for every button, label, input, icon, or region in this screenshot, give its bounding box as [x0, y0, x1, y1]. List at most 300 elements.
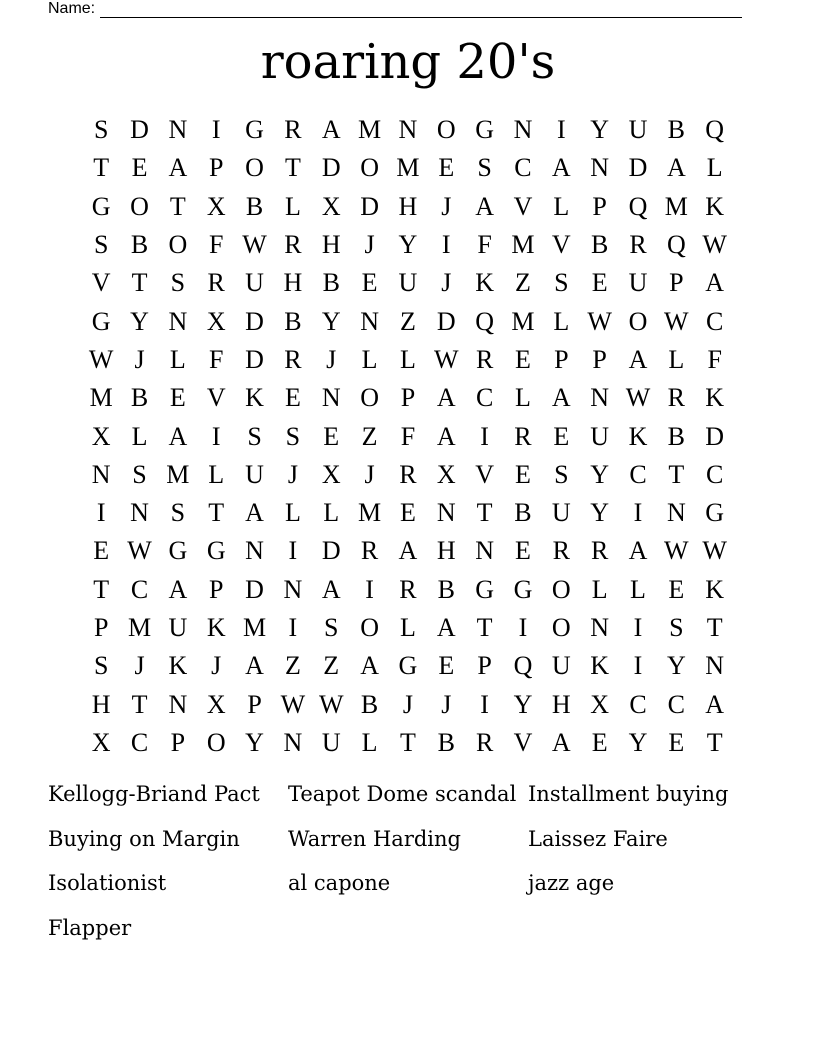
grid-letter: W: [702, 536, 727, 566]
grid-letter: Y: [590, 498, 610, 528]
grid-letter: Y: [513, 689, 533, 719]
grid-letter: I: [288, 536, 298, 566]
grid-letter: M: [664, 191, 688, 221]
grid-letter: S: [669, 613, 684, 642]
grid-letter: A: [551, 153, 571, 183]
grid-letter: N: [360, 306, 379, 336]
grid-letter: J: [441, 191, 452, 221]
grid-letter: N: [245, 536, 264, 566]
grid-letter: P: [592, 344, 607, 374]
grid-letter: U: [628, 268, 648, 298]
grid-letter: O: [551, 613, 571, 642]
grid-letter: M: [127, 613, 152, 642]
grid-letter: D: [245, 344, 264, 374]
grid-letter: C: [475, 383, 494, 413]
grid-letter: V: [91, 268, 111, 298]
grid-letter: I: [556, 115, 566, 145]
grid-letter: S: [554, 268, 569, 298]
grid-letter: L: [208, 459, 225, 489]
grid-row: [82, 341, 734, 379]
grid-letter: T: [284, 153, 301, 183]
grid-letter: B: [437, 574, 455, 604]
grid-letter: T: [131, 689, 148, 719]
grid-letter: P: [400, 383, 416, 413]
grid-letter: H: [436, 536, 456, 566]
grid-letter: E: [591, 727, 608, 757]
grid-letter: C: [706, 459, 724, 489]
grid-letter: O: [360, 383, 379, 413]
grid-letter: R: [360, 536, 379, 566]
grid-letter: A: [436, 421, 456, 451]
grid-letter: N: [590, 613, 610, 642]
grid-letter: R: [475, 727, 494, 757]
grid-letter: Y: [398, 230, 418, 260]
grid-letter: B: [667, 421, 685, 451]
grid-letter: O: [206, 727, 226, 757]
grid-letter: I: [518, 613, 528, 642]
grid-letter: C: [130, 574, 149, 604]
grid-letter: L: [515, 383, 531, 413]
grid-letter: E: [323, 421, 340, 451]
grid-letter: W: [318, 689, 344, 719]
grid-letter: R: [475, 344, 494, 374]
grid-letter: D: [360, 191, 379, 221]
grid-letter: O: [360, 613, 379, 642]
grid-letter: C: [667, 689, 685, 719]
grid-letter: O: [168, 230, 188, 260]
grid-letter: Q: [513, 651, 533, 681]
grid-letter: R: [514, 421, 532, 451]
grid-letter: K: [168, 651, 188, 681]
word-item: Buying on Margin: [48, 826, 240, 851]
grid-letter: U: [628, 115, 648, 145]
grid-letter: S: [132, 459, 147, 489]
grid-letter: G: [168, 536, 188, 566]
grid-letter: G: [91, 306, 111, 336]
grid-letter: Q: [666, 230, 686, 260]
grid-letter: B: [245, 191, 264, 221]
grid-letter: T: [399, 727, 416, 757]
grid-letter: G: [475, 574, 494, 604]
grid-letter: S: [93, 115, 109, 145]
letter-grid: [82, 111, 734, 762]
grid-letter: J: [134, 344, 145, 374]
grid-letter: S: [93, 651, 109, 681]
word-item: Kellogg-Briand Pact: [48, 782, 260, 806]
grid-letter: L: [131, 421, 148, 451]
grid-letter: R: [284, 344, 302, 374]
grid-letter: E: [399, 498, 416, 528]
grid-letter: L: [706, 153, 723, 183]
grid-letter: Y: [590, 459, 610, 489]
grid-letter: P: [554, 344, 569, 374]
word-item: al capone: [288, 871, 391, 896]
grid-letter: S: [285, 421, 301, 451]
word-item: Installment buying: [528, 782, 729, 806]
grid-letter: O: [436, 115, 456, 145]
grid-letter: S: [554, 459, 569, 489]
grid-letter: E: [361, 268, 378, 298]
grid-letter: A: [551, 727, 571, 757]
grid-letter: U: [245, 459, 264, 489]
grid-letter: V: [475, 459, 494, 489]
grid-letter: Z: [284, 651, 301, 681]
grid-letter: W: [664, 536, 689, 566]
grid-letter: N: [168, 115, 188, 145]
grid-letter: O: [130, 191, 149, 221]
grid-letter: P: [93, 613, 109, 642]
grid-letter: W: [702, 230, 727, 260]
grid-letter: B: [130, 383, 149, 413]
grid-letter: Q: [475, 306, 494, 336]
grid-letter: L: [553, 191, 570, 221]
grid-letter: R: [284, 230, 302, 260]
grid-letter: R: [284, 115, 302, 145]
grid-letter: E: [515, 459, 531, 489]
word-list: [48, 776, 768, 955]
grid-letter: G: [206, 536, 226, 566]
grid-letter: P: [477, 651, 492, 681]
word-item: Teapot Dome scandal: [288, 782, 517, 806]
grid-letter: M: [89, 383, 113, 413]
grid-letter: A: [628, 536, 648, 566]
grid-row: [82, 149, 734, 187]
grid-letter: L: [591, 574, 608, 604]
grid-letter: D: [436, 306, 456, 336]
grid-letter: R: [399, 459, 417, 489]
grid-letter: Y: [590, 115, 610, 145]
grid-letter: F: [477, 230, 492, 260]
grid-letter: M: [358, 498, 382, 528]
grid-letter: I: [633, 498, 643, 528]
grid-letter: D: [321, 153, 341, 183]
grid-letter: E: [515, 536, 531, 566]
grid-letter: O: [360, 153, 379, 183]
grid-letter: N: [283, 727, 303, 757]
name-label: Name:: [48, 0, 96, 17]
grid-letter: X: [321, 459, 341, 489]
grid-letter: D: [130, 115, 149, 145]
grid-letter: N: [436, 498, 456, 528]
grid-letter: M: [358, 115, 382, 145]
word-item: Warren Harding: [288, 826, 461, 851]
grid-row: [82, 685, 734, 723]
grid-letter: W: [280, 689, 306, 719]
grid-letter: E: [438, 651, 455, 681]
grid-letter: E: [668, 727, 685, 757]
grid-letter: A: [168, 574, 188, 604]
word-item: Flapper: [48, 916, 132, 941]
grid-letter: X: [590, 689, 610, 719]
grid-row: [82, 532, 734, 570]
grid-letter: E: [668, 574, 685, 604]
grid-row: [82, 571, 734, 609]
grid-letter: E: [553, 421, 570, 451]
name-field: [48, 0, 742, 18]
grid-letter: Y: [130, 306, 149, 336]
grid-row: [82, 456, 734, 494]
grid-letter: G: [91, 191, 111, 221]
grid-letter: U: [551, 498, 571, 528]
grid-letter: I: [480, 689, 489, 719]
grid-letter: D: [705, 421, 725, 451]
grid-letter: A: [551, 383, 571, 413]
grid-letter: X: [91, 727, 111, 757]
grid-letter: S: [247, 421, 262, 451]
grid-letter: X: [91, 421, 111, 451]
grid-letter: J: [287, 459, 298, 489]
grid-letter: A: [705, 689, 725, 719]
grid-letter: P: [592, 191, 607, 221]
grid-letter: L: [361, 727, 378, 757]
grid-letter: I: [441, 230, 451, 260]
grid-letter: P: [170, 727, 186, 757]
grid-row: [82, 226, 734, 264]
grid-letter: I: [96, 498, 106, 528]
grid-letter: I: [633, 613, 643, 642]
grid-letter: X: [206, 689, 226, 719]
grid-letter: Y: [628, 727, 648, 757]
grid-letter: R: [629, 230, 647, 260]
grid-letter: T: [668, 459, 685, 489]
grid-letter: J: [326, 344, 337, 374]
grid-letter: L: [668, 344, 685, 374]
grid-letter: Q: [705, 115, 725, 145]
grid-letter: L: [323, 498, 340, 528]
grid-letter: N: [91, 459, 111, 489]
grid-letter: C: [706, 306, 724, 336]
grid-letter: U: [168, 613, 188, 642]
grid-letter: W: [88, 344, 114, 374]
grid-letter: A: [436, 383, 456, 413]
grid-letter: A: [436, 613, 456, 642]
grid-letter: H: [321, 230, 341, 260]
grid-letter: T: [476, 498, 493, 528]
grid-letter: S: [170, 498, 186, 528]
grid-letter: K: [705, 383, 725, 413]
grid-letter: R: [207, 268, 225, 298]
grid-letter: H: [398, 191, 418, 221]
grid-letter: B: [322, 268, 340, 298]
grid-letter: G: [398, 651, 418, 681]
grid-letter: R: [399, 574, 417, 604]
grid-letter: E: [515, 344, 531, 374]
grid-letter: J: [441, 689, 452, 719]
grid-letter: R: [552, 536, 570, 566]
grid-letter: B: [667, 115, 685, 145]
grid-letter: U: [398, 268, 418, 298]
grid-letter: P: [208, 574, 224, 604]
grid-letter: W: [587, 306, 612, 336]
grid-letter: V: [206, 383, 226, 413]
grid-letter: E: [131, 153, 148, 183]
grid-letter: N: [590, 383, 610, 413]
grid-letter: U: [245, 268, 264, 298]
name-write-line: [100, 2, 742, 18]
grid-letter: E: [284, 383, 301, 413]
grid-letter: K: [245, 383, 264, 413]
grid-letter: A: [398, 536, 418, 566]
grid-letter: A: [475, 191, 494, 221]
grid-letter: K: [705, 574, 725, 604]
grid-letter: T: [169, 191, 186, 221]
grid-letter: N: [283, 574, 303, 604]
grid-letter: J: [402, 689, 413, 719]
grid-letter: N: [705, 651, 725, 681]
grid-letter: E: [93, 536, 110, 566]
grid-row: [82, 111, 734, 149]
grid-letter: N: [168, 689, 188, 719]
grid-letter: N: [321, 383, 341, 413]
grid-letter: D: [245, 574, 264, 604]
grid-letter: S: [324, 613, 339, 642]
grid-letter: N: [475, 536, 494, 566]
grid-letter: N: [130, 498, 149, 528]
grid-letter: X: [321, 191, 341, 221]
grid-letter: L: [169, 344, 186, 374]
grid-letter: B: [514, 498, 532, 528]
grid-letter: X: [206, 191, 226, 221]
grid-letter: A: [245, 498, 264, 528]
grid-letter: M: [166, 459, 190, 489]
grid-letter: V: [513, 191, 533, 221]
grid-letter: T: [706, 613, 723, 642]
grid-letter: S: [477, 153, 492, 183]
grid-letter: T: [706, 727, 723, 757]
grid-letter: W: [242, 230, 267, 260]
grid-letter: Z: [361, 421, 378, 451]
grid-letter: I: [211, 115, 221, 145]
grid-letter: G: [475, 115, 494, 145]
grid-letter: K: [590, 651, 610, 681]
grid-letter: T: [208, 498, 225, 528]
grid-letter: N: [590, 153, 610, 183]
grid-letter: W: [664, 306, 689, 336]
grid-letter: H: [551, 689, 571, 719]
grid-letter: I: [211, 421, 221, 451]
grid-letter: S: [170, 268, 186, 298]
grid-letter: G: [245, 115, 264, 145]
grid-letter: F: [208, 230, 224, 260]
grid-letter: W: [433, 344, 459, 374]
grid-letter: C: [629, 689, 647, 719]
grid-letter: L: [630, 574, 646, 604]
grid-letter: A: [321, 115, 341, 145]
grid-letter: H: [91, 689, 111, 719]
grid-letter: J: [364, 459, 375, 489]
grid-letter: N: [666, 498, 686, 528]
grid-letter: A: [628, 344, 648, 374]
grid-row: [82, 724, 734, 762]
grid-letter: F: [707, 344, 722, 374]
grid-row: [82, 264, 734, 302]
grid-letter: N: [168, 306, 188, 336]
grid-letter: O: [628, 306, 648, 336]
grid-letter: Z: [399, 306, 416, 336]
grid-letter: N: [513, 115, 533, 145]
grid-row: [82, 494, 734, 532]
grid-letter: L: [361, 344, 378, 374]
grid-letter: C: [629, 459, 647, 489]
grid-letter: K: [628, 421, 648, 451]
grid-letter: M: [396, 153, 420, 183]
grid-letter: C: [130, 727, 149, 757]
grid-letter: O: [245, 153, 264, 183]
grid-letter: B: [590, 230, 609, 260]
grid-row: [82, 647, 734, 685]
grid-letter: A: [245, 651, 264, 681]
grid-letter: I: [480, 421, 489, 451]
grid-letter: K: [475, 268, 494, 298]
grid-letter: L: [399, 344, 416, 374]
grid-letter: L: [284, 191, 301, 221]
grid-letter: T: [93, 574, 110, 604]
puzzle-title: roaring 20's: [260, 34, 556, 90]
grid-letter: Z: [515, 268, 531, 298]
grid-row: [82, 302, 734, 340]
grid-row: [82, 188, 734, 226]
grid-letter: J: [211, 651, 222, 681]
grid-letter: Y: [666, 651, 686, 681]
grid-letter: F: [208, 344, 224, 374]
grid-letter: J: [441, 268, 452, 298]
grid-letter: B: [130, 230, 149, 260]
grid-letter: A: [360, 651, 379, 681]
grid-letter: F: [400, 421, 416, 451]
grid-letter: D: [245, 306, 264, 336]
grid-letter: J: [364, 230, 375, 260]
grid-letter: A: [168, 153, 188, 183]
grid-letter: V: [551, 230, 571, 260]
grid-letter: U: [321, 727, 341, 757]
grid-letter: I: [365, 574, 374, 604]
grid-letter: E: [591, 268, 608, 298]
grid-letter: W: [127, 536, 152, 566]
grid-letter: N: [398, 115, 418, 145]
grid-letter: O: [551, 574, 571, 604]
grid-letter: I: [633, 651, 643, 681]
grid-letter: Q: [628, 191, 648, 221]
grid-letter: M: [511, 230, 535, 260]
grid-letter: H: [283, 268, 303, 298]
grid-letter: A: [705, 268, 725, 298]
grid-letter: K: [206, 613, 226, 642]
grid-letter: Z: [323, 651, 340, 681]
grid-letter: K: [705, 191, 725, 221]
grid-letter: X: [436, 459, 456, 489]
grid-letter: U: [551, 651, 571, 681]
grid-letter: E: [169, 383, 186, 413]
grid-letter: W: [625, 383, 651, 413]
word-item: Isolationist: [48, 871, 167, 896]
grid-letter: A: [666, 153, 686, 183]
grid-letter: P: [247, 689, 262, 719]
grid-letter: M: [242, 613, 267, 642]
grid-letter: P: [669, 268, 684, 298]
grid-letter: E: [438, 153, 455, 183]
grid-letter: P: [208, 153, 224, 183]
grid-letter: I: [288, 613, 298, 642]
grid-letter: T: [131, 268, 148, 298]
grid-letter: L: [284, 498, 301, 528]
grid-letter: S: [93, 230, 109, 260]
grid-letter: D: [628, 153, 648, 183]
grid-letter: J: [134, 651, 145, 681]
grid-letter: U: [590, 421, 610, 451]
grid-letter: A: [168, 421, 188, 451]
grid-letter: X: [206, 306, 226, 336]
grid-row: [82, 417, 734, 455]
